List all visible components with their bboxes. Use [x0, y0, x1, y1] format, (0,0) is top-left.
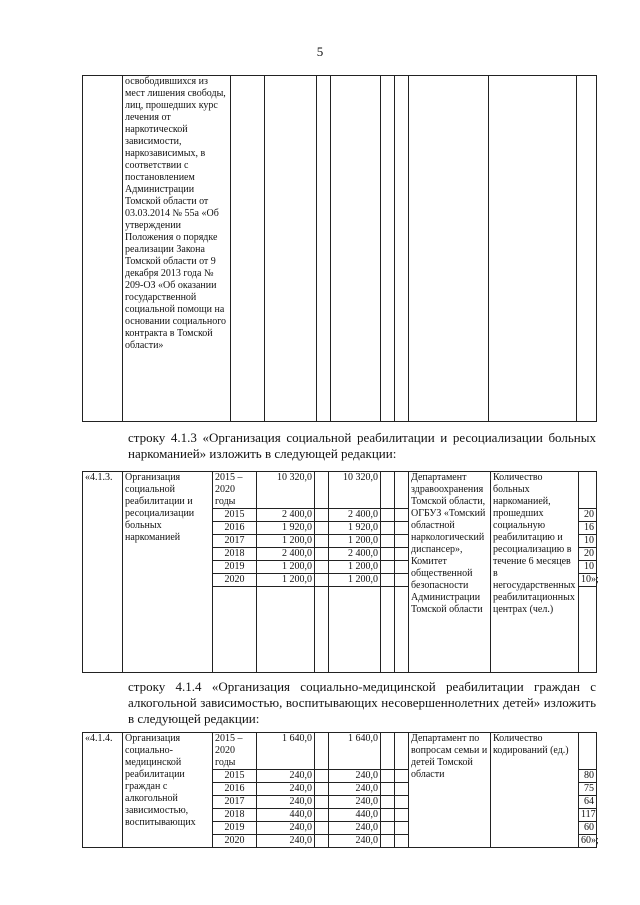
table-cell: 1 200,0	[257, 561, 315, 574]
table-cell	[315, 535, 329, 548]
table-cell: 10»;	[579, 574, 597, 587]
continued-event-text: освободившихся из мест лишения свободы, лиц, прошедших курс лечения от наркотической зависимости, наркозависимых, в соответствии с постановлением Администрации Томской области от 03.03.2014 № 55а «Об утверждении Положения о порядке реализации Закона Томской области от 9 декабря 2013 года № 209-ОЗ «Об оказании государственной социальной помощи на основании социального контракта в Томской области»	[123, 76, 231, 422]
table-cell	[315, 587, 329, 673]
row-number: «4.1.3.	[83, 472, 123, 673]
table-cell: 2020	[213, 835, 257, 848]
table-cell: 10	[579, 561, 597, 574]
table-cell	[579, 472, 597, 509]
table-cell	[381, 574, 395, 587]
table-cell	[395, 76, 409, 422]
indicator: Количество больных наркоманией, прошедших социальную реабилитацию и ресоциализацию в течение 6 месяцев в негосударственных реабилитационных центрах (чел.)	[491, 472, 579, 673]
table-cell: 240,0	[329, 770, 381, 783]
table-cell	[315, 770, 329, 783]
table-cell	[395, 770, 409, 783]
table-cell: 1 200,0	[329, 561, 381, 574]
table-cell: 440,0	[257, 809, 315, 822]
table-cell: 240,0	[257, 835, 315, 848]
table-cell: 240,0	[329, 822, 381, 835]
paragraph-4-1-4: строку 4.1.4 «Организация социально-медицинской реабилитации граждан с алкогольной зависимостью, воспитывающих несовершеннолетних детей» изложить в следующей редакции:	[128, 679, 596, 726]
table-cell	[395, 809, 409, 822]
table-cell: 1 200,0	[329, 535, 381, 548]
table-cell	[315, 522, 329, 535]
table-cell: 16	[579, 522, 597, 535]
table-cell	[83, 76, 123, 422]
table-cell: 1 920,0	[257, 522, 315, 535]
table-cell: 240,0	[329, 783, 381, 796]
table-cell: 2017	[213, 796, 257, 809]
table-cell: 2017	[213, 535, 257, 548]
table-cell: 1 920,0	[329, 522, 381, 535]
table-cell	[257, 587, 315, 673]
table-row-4-1-3	[82, 471, 597, 673]
table-cell: 2 400,0	[257, 509, 315, 522]
table-cell	[315, 796, 329, 809]
total-amount: 10 320,0	[257, 472, 315, 509]
table-cell	[381, 587, 395, 673]
table-cell	[579, 733, 597, 770]
table-cell	[381, 472, 395, 509]
page-number: 5	[316, 44, 324, 59]
continuation-table	[82, 75, 597, 422]
table-cell: 240,0	[329, 835, 381, 848]
event-name: Организация социальной реабилитации и ресоциализации больных наркоманией	[123, 472, 213, 673]
table-cell	[395, 535, 409, 548]
table-cell	[213, 587, 257, 673]
table-cell: 240,0	[257, 783, 315, 796]
table-cell	[381, 835, 395, 848]
table-cell: 20	[579, 548, 597, 561]
table-cell: 440,0	[329, 809, 381, 822]
table-cell	[381, 770, 395, 783]
table-cell: 2015	[213, 509, 257, 522]
table-cell: 2 400,0	[329, 509, 381, 522]
table-cell: 75	[579, 783, 597, 796]
total-amount-2: 1 640,0	[329, 733, 381, 770]
table-cell: 2019	[213, 561, 257, 574]
table-cell	[381, 535, 395, 548]
table-cell	[395, 509, 409, 522]
indicator: Количество кодирований (ед.)	[491, 733, 579, 848]
table-cell	[315, 835, 329, 848]
table-cell	[381, 76, 395, 422]
table-cell	[577, 76, 597, 422]
table-cell: 2 400,0	[329, 548, 381, 561]
table-cell	[315, 822, 329, 835]
table-cell	[231, 76, 265, 422]
table-cell: 64	[579, 796, 597, 809]
table-cell	[579, 587, 597, 673]
table-cell	[395, 733, 409, 770]
table-cell	[381, 561, 395, 574]
table-cell	[315, 733, 329, 770]
table-cell	[315, 574, 329, 587]
table-cell	[331, 76, 381, 422]
table-cell	[395, 796, 409, 809]
table-cell	[265, 76, 317, 422]
table-cell: 240,0	[257, 796, 315, 809]
table-cell: 2019	[213, 822, 257, 835]
table-cell	[329, 587, 381, 673]
table-cell	[489, 76, 577, 422]
period: 2015 – 2020 годы	[213, 733, 257, 770]
executor: Департамент здравоохранения Томской области, ОГБУЗ «Томский областной наркологический диспансер», Комитет общественной безопасности Администрации Томской области	[409, 472, 491, 673]
table-cell	[317, 76, 331, 422]
table-cell: 80	[579, 770, 597, 783]
table-cell	[395, 587, 409, 673]
table-cell	[395, 548, 409, 561]
table-cell: 2020	[213, 574, 257, 587]
table-cell	[395, 522, 409, 535]
table-cell	[381, 509, 395, 522]
table-cell: 60»;	[579, 835, 597, 848]
period: 2015 – 2020 годы	[213, 472, 257, 509]
table-cell	[409, 76, 489, 422]
table-cell	[395, 574, 409, 587]
table-cell	[315, 783, 329, 796]
table-cell	[381, 783, 395, 796]
table-cell: 2018	[213, 548, 257, 561]
table-cell	[395, 472, 409, 509]
table-cell	[381, 733, 395, 770]
table-cell	[381, 796, 395, 809]
table-cell: 2018	[213, 809, 257, 822]
table-cell: 240,0	[257, 822, 315, 835]
table-cell	[315, 548, 329, 561]
table-cell	[381, 522, 395, 535]
table-cell	[381, 809, 395, 822]
row-number: «4.1.4.	[83, 733, 123, 848]
table-cell	[315, 561, 329, 574]
event-name: Организация социально-медицинской реабилитации граждан с алкогольной зависимостью, воспитывающих	[123, 733, 213, 848]
table-cell	[395, 783, 409, 796]
table-cell	[381, 548, 395, 561]
total-amount: 1 640,0	[257, 733, 315, 770]
table-cell: 1 200,0	[257, 535, 315, 548]
paragraph-4-1-3: строку 4.1.3 «Организация социальной реабилитации и ресоциализации больных наркоманией» изложить в следующей редакции:	[128, 430, 596, 461]
table-cell	[315, 472, 329, 509]
table-cell: 2015	[213, 770, 257, 783]
table-cell	[381, 822, 395, 835]
table-cell: 1 200,0	[257, 574, 315, 587]
table-cell	[395, 561, 409, 574]
table-cell	[395, 835, 409, 848]
table-cell	[395, 822, 409, 835]
total-amount-2: 10 320,0	[329, 472, 381, 509]
table-cell: 1 200,0	[329, 574, 381, 587]
table-cell: 2 400,0	[257, 548, 315, 561]
table-cell: 10	[579, 535, 597, 548]
executor: Департамент по вопросам семьи и детей Томской области	[409, 733, 491, 848]
table-cell: 60	[579, 822, 597, 835]
table-cell	[315, 809, 329, 822]
table-row-4-1-4	[82, 732, 597, 848]
table-cell: 117	[579, 809, 597, 822]
table-cell: 2016	[213, 783, 257, 796]
table-cell: 2016	[213, 522, 257, 535]
table-cell	[315, 509, 329, 522]
table-cell: 240,0	[329, 796, 381, 809]
table-cell: 20	[579, 509, 597, 522]
table-cell: 240,0	[257, 770, 315, 783]
